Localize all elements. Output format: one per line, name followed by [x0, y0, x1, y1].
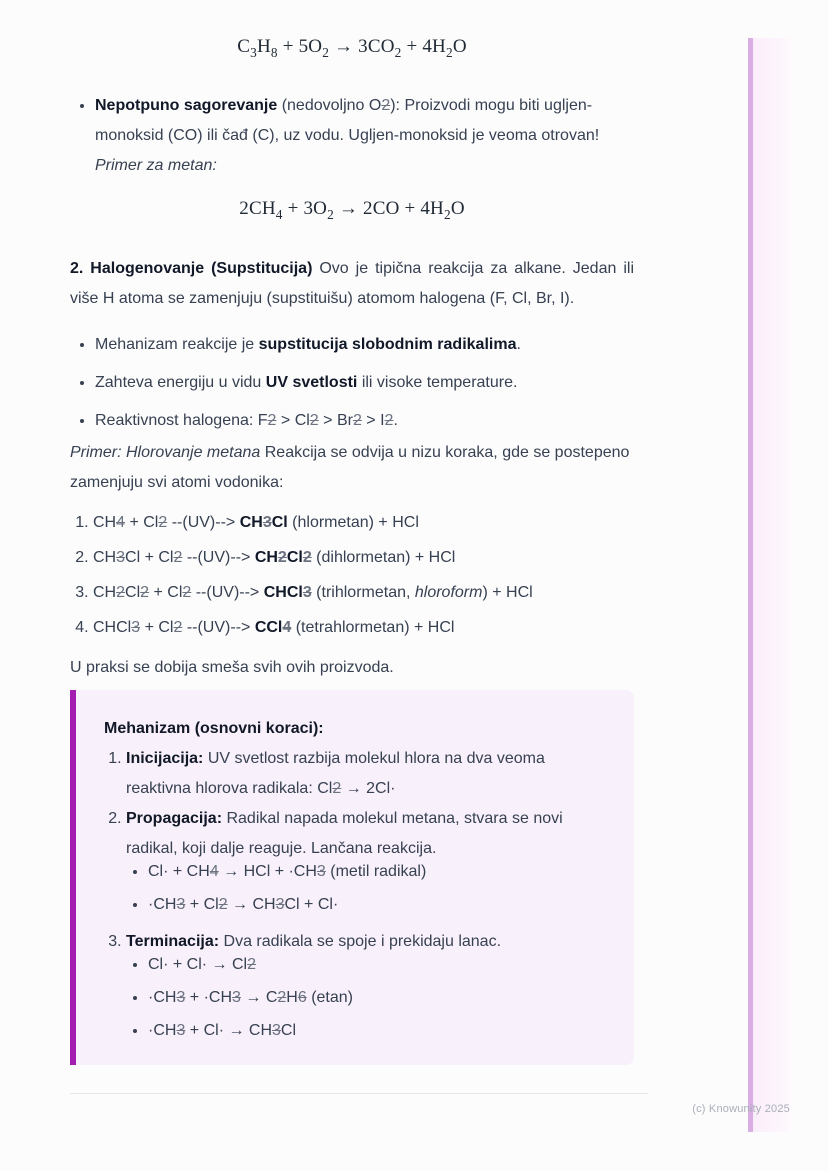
content-divider [70, 1093, 648, 1094]
bullet-item: • Zahteva energiju u vidu UV svetlosti ili visoke temperature. [95, 367, 634, 398]
practice-note: U praksi se dobija smeša svih ovih proizvoda. [70, 659, 394, 676]
step-item: 3. CH2Cl2 + Cl2 --(UV)--> CHCl3 (trihlormetan, hloroform) + HCl [93, 578, 634, 608]
substep-item: • Cl· + CH4 → HCl + ·CH3 (metil radikal) [148, 858, 610, 886]
side-decoration-strip [748, 38, 793, 1132]
chlorination-intro-paragraph: Primer: Hlorovanje metana Reakcija se odvija u nizu koraka, gde se postepeno zamenjuju svi atomi vodonika: [70, 444, 630, 491]
mechanism-step-text: Terminacija: Dva radikala se spoje i prekidaju lanac. [126, 933, 502, 950]
mechanism-substeps-list [126, 951, 610, 1045]
substep-item: • ·CH3 + Cl· → CH3Cl [148, 1017, 610, 1045]
step-item: 1. CH4 + Cl2 --(UV)--> CH3Cl (hlormetan) + HCl [93, 508, 634, 538]
incomplete-combustion-text: • Nepotpuno sagorevanje (nedovoljno O2): Proizvodi mogu biti ugljen-monoksid (CO) ili čađ (C), uz vodu. Ugljen-monoksid je veoma otrovan! [95, 97, 600, 144]
footer-copyright: (c) Knowunity 2025 [692, 1103, 790, 1115]
mechanism-callout [70, 690, 634, 1065]
substep-item: • Cl· + Cl· → Cl2 [148, 951, 610, 979]
list-item [95, 90, 634, 181]
mechanism-step [126, 927, 610, 1045]
mechanism-step-text: Inicijacija: UV svetlost razbija molekul hlora na dva veoma reaktivna hlorova radikala: Cl2 → 2Cl· [126, 750, 545, 797]
mechanism-substeps-list [126, 858, 610, 919]
bullet-item: • Reaktivnost halogena: F2 > Cl2 > Br2 > I2. [95, 405, 634, 436]
step-item: 2. CH3Cl + Cl2 --(UV)--> CH2Cl2 (dihlormetan) + HCl [93, 543, 634, 573]
substep-item: • ·CH3 + Cl2 → CH3Cl + Cl· [148, 891, 610, 919]
mechanism-step [126, 744, 610, 804]
chlorination-steps-list [70, 508, 634, 648]
step-item: 4. CHCl3 + Cl2 --(UV)--> CCl4 (tetrahlormetan) + HCl [93, 613, 634, 643]
equation-propane-combustion: $C_3H_8 + 5O_2 \to 3CO_2 + 4H_2O$ [237, 36, 467, 60]
mechanism-step-text: Propagacija: Radikal napada molekul metana, stvara se novi radikal, koji dalje reaguje. Lančana reakcija. [126, 810, 563, 857]
halogenation-bullet-list [70, 329, 634, 443]
bullet-item: • Mehanizam reakcije je supstitucija slobodnim radikalima. [95, 329, 634, 360]
callout-heading: Mehanizam (osnovni koraci): [104, 720, 324, 737]
equation-methane-incomplete-combustion: $2CH_4 + 3O_2 \to 2CO + 4H_2O$ [239, 198, 465, 222]
mechanism-steps-list [104, 744, 610, 1045]
mechanism-step [126, 804, 610, 919]
methane-example-label: Primer za metan: [95, 157, 217, 174]
halogenation-paragraph: 2. Halogenovanje (Supstitucija) Ovo je tipična reakcija za alkane. Jedan ili više H atoma se zamenjuju (supstituišu) atomom halogena (F, Cl, Br, I). [70, 260, 634, 307]
incomplete-combustion-bullet-list [70, 90, 634, 181]
substep-item: • ·CH3 + ·CH3 → C2H6 (etan) [148, 984, 610, 1012]
